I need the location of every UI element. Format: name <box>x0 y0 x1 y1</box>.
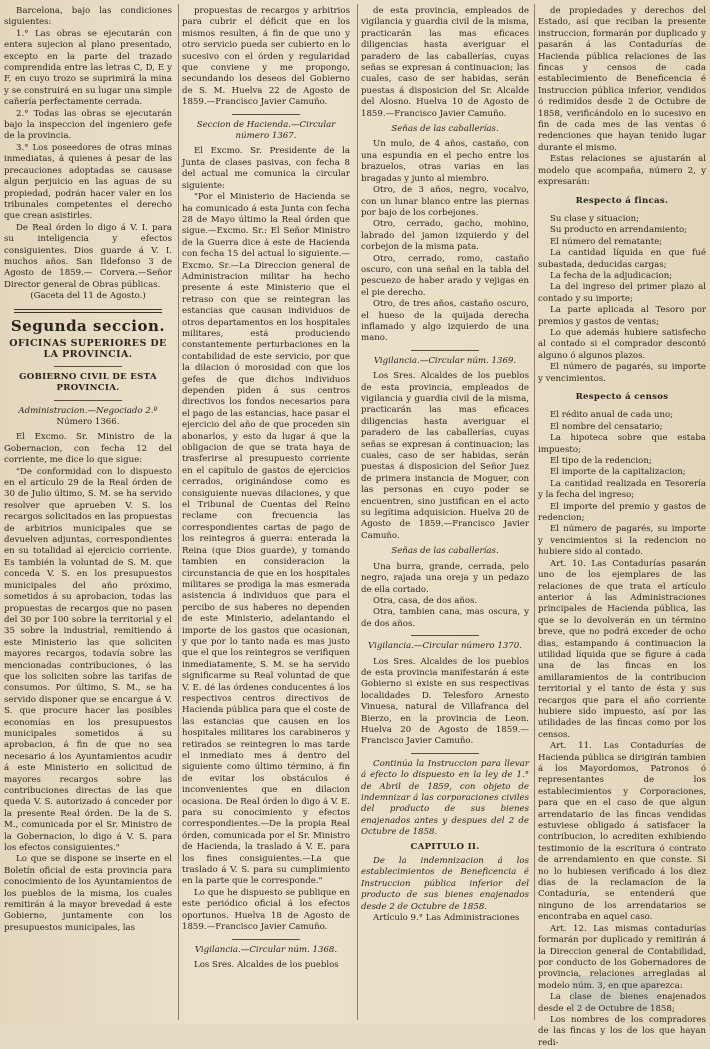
column-3 <box>361 6 529 1020</box>
capitulo-heading: CAPITULO II. <box>410 841 480 852</box>
fincas-heading: Respecto á fincas. <box>575 195 669 206</box>
paragraph: Artículo 9.° Las Administraciones <box>373 913 520 924</box>
paragraph: Otro, de tres años, castaño oscuro, el hueso de la quijada derecha inflamado y algo izquierdo de una mano. <box>361 299 529 344</box>
list-item: El número de pagarés, su importe y vencimientos si la redencion no hubiere sido al contado. <box>538 524 706 558</box>
column-rule <box>178 4 179 1020</box>
paragraph: Los Sres. Alcaldes de los pueblos <box>194 959 339 970</box>
indemnizacion-heading: De la indemnizacion á los establecimientos de Beneficencia é Instruccion pública inferior del producto de sus bienes enajenados desde 2 de Octubre de 1858. <box>361 856 529 912</box>
paragraph: Otra, tambien cana, mas oscura, y de dos años. <box>361 607 529 629</box>
list-item: El importe de la capitalizacion; <box>550 467 686 478</box>
divider <box>232 939 300 940</box>
paragraph: Los Sres. Alcaldes de los pueblos de esta provincia, empleados de vigilancia y guardia civil de la misma, practicarán las mas eficaces diligencias hasta averiguar el paradero de las caballerías, cuyas señas se expresan á continuacion; las cuales, caso de ser habidas, serán puestas á disposicion del Señor Juez de primera instancia de Moguer, con las personas en cuyo poder se encuentren, sino justifican en el acto su legítima adquisicion. Huelva 20 de Agosto de 1859.—Francisco Javier Camuño. <box>361 371 529 541</box>
instruccion-heading: Continúa la Instruccion para llevar á efecto lo dispuesto en la ley de 1.° de Abril de 1859, con objeto de indemnizar á las corporaciones civiles del producto de sus bienes enajenados antes y despues del 2 de Octubre de 1858. <box>361 758 529 838</box>
paragraph: Los Sres. Alcaldes de los pueblos de esta provincia manifestarán á este Gobierno si existe en sus respectivas localidades D. Telesforo Arnesto Vinuesa, natural de Villafranca del Bierzo, en la provincia de Leon. Huelva 20 de Agosto de 1859.—Francisco Javier Camuño. <box>361 656 529 747</box>
paragraph: 1.° Las obras se ejecutarán con entera sujecion al plano presentado, excepto en la parte del trazado comprendida entre las letras C, D, E y F, en cuyo trozo se suprimirá la mina y se construirá en su lugar una simple cañería perfectamente cerrada. <box>4 28 172 108</box>
gaceta-source: (Gaceta del 11 de Agosto.) <box>30 291 146 302</box>
paragraph: "Por el Ministerio de Hacienda se ha comunicado á esta Junta con fecha 28 de Mayo último la Real órden que sigue.—Excmo. Sr.: El Señor Ministro de la Guerra dice á este de Hacienda con fecha 15 del actual lo siguiente.—Excmo. Sr.—La Direccion general de Administracion militar ha hecho presente á este Ministerio que el retraso con que se reintegran las estancias que causan individuos de otros departamentos en los hospitales militares, está produciendo constantemente perturbaciones en la contabilidad de este servicio, por que la dilacion ó morosidad con que los gefes de que dichos individuos dependen piden á sus centros directivos los fondos necesarios para el pago de las estancias, hace pasar el ejercicio del año de que proceden sin abonarlos, y esto da lugar á que la obligacion de que se trata haya de trasferirse al presupuesto corriente en el capítulo de gastos de ejercicios cerrados, originándose como es consiguiente nuevas dilaciones, y que el Tribunal de Cuentas del Reino reclame con frecuencia las correspondientes cartas de pago de los reintegros á guerra: enterada la Reina (que Dios guarde), y tomando tambien en consideracion la circunstancia de que en los hospitales militares se prodiga la mas esmerada asistencia á individuos que para el percibo de sus haberes no dependen de este Ministerio, adelantando el importe de los gastos que ocasionan, y que por lo tanto nada es mas justo que el que los reintegros se verifiquen inmediatamente, S. M. se ha servido significarme su Real voluntad de que V. E. dé las órdenes conducentes á los respectivos centros directivos de Hacienda pública para que el coste de las estancias que causen en los hospitales militares los carabineros y retirados se reintegren lo mas tarde el inmediato mes á dentro del siguiente como último término, á fin de evitar los obstáculos é inconvenientes que en dilacion ocasiona. De Real órden lo digo á V. E. para su conocimiento y efectos correspondientes.—De la propia Real órden, comunicada por el Sr. Ministro de Hacienda, la traslado á V. E. para los fines consiguientes.—La que traslado á V. S. para su cumplimiento en la parte que le corresponde." <box>182 192 350 887</box>
divider <box>411 635 479 636</box>
column-2 <box>182 6 350 1020</box>
paragraph: La clase de bienes enajenados desde el 2 de Octubre de 1858; <box>538 992 706 1014</box>
paragraph: De Real órden lo digo á V. I. para su inteligencia y efectos consiguientes. Dios guarde á V. I. muchos años. San Ildefonso 3 de Agosto de 1859.— Corvera.—Señor Director general de Obras públicas. <box>4 222 172 290</box>
paragraph: Los nombres de los compradores de las fincas y los de los que hayan redi- <box>538 1014 706 1048</box>
section-divider <box>14 309 162 313</box>
paragraph: Otro, cerrado, romo, castaño oscuro, con una señal en la tabla del pescuezo de haber arado y vejigas en el pie derecho. <box>361 253 529 298</box>
offices-heading: OFICINAS SUPERIORES DE LA PROVINCIA. <box>9 337 167 361</box>
list-item: Su producto en arrendamiento; <box>550 225 688 236</box>
column-1 <box>4 6 172 1020</box>
divider <box>54 366 122 367</box>
list-item: La fecha de la adjudicacion; <box>550 270 673 281</box>
column-rule <box>534 4 535 1020</box>
list-item: Lo que además hubiere satisfecho al contado si el comprador descontó alguno ó algunos plazos. <box>538 327 706 361</box>
paragraph: de esta provincia, empleados de vigilancia y guardia civil de la misma, practicarán las mas eficaces diligencias hasta averiguar el paradero de las caballerías, cuyas señas se expresan á continuacion; las cuales, caso de ser habidas, serán puestas á disposicion del Sr. Alcalde del Alosno. Huelva 10 de Agosto de 1859.—Francisco Javier Camuño. <box>361 6 529 119</box>
list-item: La parte aplicada al Tesoro por premios y gastos de ventas; <box>538 305 706 327</box>
paragraph: Otro, de 3 años, negro, vocalvo, con un lunar blanco entre las piernas por bajo de los corbejones. <box>361 185 529 218</box>
vigilancia-heading: Vigilancia.—Circular núm. 1368. <box>194 944 338 955</box>
paragraph: 2.° Todas las obras se ejecutarán bajo la inspeccion del ingeniero gefe de la provincia. <box>4 108 172 142</box>
list-item: La cantidad realizada en Tesorería y la fecha del ingreso; <box>538 478 706 501</box>
negociado-heading: Administracion.—Negociado 2.º <box>18 405 158 416</box>
censos-heading: Respecto á censos <box>575 392 669 402</box>
senas-heading: Señas de las caballerías. <box>391 546 499 557</box>
senas-heading: Señas de las caballerías. <box>391 124 499 135</box>
paragraph: de propiedades y derechos del Estado, así que reciban la presente instruccion, formarán por duplicado y pasarán á las Contadurías de Hacienda pública relaciones de las fincas y censos de cada establecimiento de Beneficencia é Instruccion pública inferior, vendidos ó redimidos desde 2 de Octubre de 1858, verificándolo en lo sucesivo en fin de cada mes de las ventas ó redenciones que hayan tenido lugar durante el mismo. <box>538 6 706 153</box>
list-item: La hipoteca sobre que estaba impuesto; <box>538 433 706 455</box>
seccion-heading: Seccion de Hacienda.—Circular número 1367. <box>196 119 336 142</box>
paragraph: Barcelona, bajo las condiciones siguientes: <box>4 6 172 28</box>
paragraph: Lo que se dispone se inserte en el Boletín oficial de esta provincia para conocimiento de los Ayuntamientos de los pueblos de la misma, los cuales remitirán á la mayor brevedad á este Gobierno, juntamente con los presupuestos municipales, las <box>4 854 172 933</box>
paragraph: El Excmo. Sr. Ministro de la Gobernacion, con fecha 12 del corriente, me dice lo que sigue: <box>4 432 172 466</box>
divider <box>54 400 122 401</box>
divider <box>411 350 479 351</box>
paragraph: Lo que he dispuesto se publique en este periódico oficial á los efectos oportunos. Huelva 18 de Agosto de 1859.—Francisco Javier Camuño. <box>182 887 350 933</box>
paragraph: Una burra, grande, cerrada, pelo negro, rajada una oreja y un pedazo de ella cortado. <box>361 561 529 595</box>
divider <box>411 753 479 754</box>
list-item: El importe del premio y gastos de redencion; <box>538 501 706 524</box>
list-item: El tipo de la redencion; <box>550 456 652 467</box>
column-4 <box>538 6 706 1048</box>
paragraph: Un mulo, de 4 años, castaño, con una espundia en el pecho entre los brazuelos, otras varias en las bragadas y junto al miembro. <box>361 139 529 184</box>
paragraph: Art. 11. Las Contadurías de Hacienda pública se dirigirán tambien á los Mayordomos, Patronos ó representantes de los establecimientos y Corporaciones, para que en el caso de que algun arrendatario de las fincas vendidas estuviese obligado á satisfacer la contribucion, lo acrediten exhibiendo testimonio de la escritura ó contrato de arrendamiento en que conste. Si no lo hubiesen verificado á los diez dias de la reclamacion de la Contaduría, se entenderá que ninguno de los arrendatarios se encontraba en aquel caso. <box>538 741 706 923</box>
paragraph: 3.° Los poseedores de otras minas inmediatas, á quienes á pesar de las precauciones adoptadas se causase algun perjuicio en las aguas de su propiedad, podrán hacer valer en los tribunales competentes el derecho que crean asistirles. <box>4 142 172 222</box>
paragraph: Otra, casa, de dos años. <box>373 595 478 606</box>
list-item: El rédito anual de cada uno; <box>550 410 674 421</box>
list-item: Su clase y situacion; <box>550 213 640 224</box>
paragraph: Art. 12. Las mismas contadurías formarán por duplicado y remitirán á la Direccion general de Contabilidad, por conducto de los Gobernadores de provincia, relaciones arregladas al modelo núm. 3, en que aparezca: <box>538 923 706 991</box>
paragraph: propuestas de recargos y arbitrios para cubrir el déficit que en los mismos resulten, á fin de que uno y otro servicio pueda ser cubierto en lo sucesivo con el órden y regularidad que conviene y me propongo, secundando los deseos del Gobierno de S. M. Huelva 22 de Agosto de 1859.—Francisco Javier Camuño. <box>182 6 350 108</box>
library-watermark <box>570 976 660 1010</box>
vigilancia-heading: Vigilancia.—Circular núm. 1369. <box>373 355 517 366</box>
divider <box>232 114 300 115</box>
paragraph: Art. 10. Las Contadurías pasarán uno de los ejemplares de las relaciones de que trata el artículo anterior á las Administraciones principales de Hacienda pública, las que se lo devolverán en un término breve, que no podrá exceder de ocho dias, estampando á continuacion la utilidad líquida que se figure á cada una de las fincas en los amillaramientos de la contribucion territorial y el tanto de ésta y sus recargos que para el año corriente hubiere sido impuesto, así por las utilidades de las fincas como por los censos. <box>538 558 706 740</box>
list-item: La cantidad líquida en que fué subastada, deducidas cargas; <box>538 248 706 270</box>
gobierno-heading: GOBIERNO CIVIL DE ESTA PROVINCIA. <box>19 371 157 394</box>
paragraph: Otro, cerrado, gacho, mohino, labrado del jamon izquierdo y del corbejon de la misma pata. <box>361 219 529 253</box>
paragraph: El Excmo. Sr. Presidente de la Junta de clases pasivas, con fecha 8 del actual me comunica la circular siguiente: <box>182 146 350 191</box>
list-item: La del ingreso del primer plazo al contado y su importe; <box>538 282 706 304</box>
list-item: El número del rematante; <box>550 236 663 247</box>
section-title: Segunda seccion. <box>10 316 166 335</box>
paragraph: Estas relaciones se ajustarán al modelo que acompaña, número 2, y expresarán: <box>538 154 706 188</box>
paragraph: "De conformidad con lo dispuesto en el artículo 29 de la Real órden de 30 de Julio último, S. M. se ha servido resolver que aprueben V. S. los recargos solicitados en las propuestas de arbitrios municipales que se devuelven adjuntas, correspondientes en su totalidad al ejercicio corriente. Es también la voluntad de S. M. que conceda V. S. en los presupuestos municipales del año próximo, sometidos á su aprobacion, todas las propuestas de recargos que no pasen del 30 por 100 sobre la territorial y el 35 sobre la industrial, remitiendo á este Ministerio las que soliciten mayores recargos, todavía sobre las mencionadas contribuciones, ó las que los soliciten sobre las tarifas de consumos. Por último, S. M., se ha servido disponer que se encargue á V. S. que procure hacer las posibles economías en los presupuestos municipales sometidos á su aprobacion, á fin de que no sea necesario á los Ayuntamientos acudir á este Ministerio en solicitud de mayores recargos sobre las contribuciones directas de las que queda V. S. autorizado á conceder por la presente Real órden. De la de S. M., comunicada por el Sr. Ministro de la Gobernacion, lo digo á V. S. para los efectos consiguientes." <box>4 466 172 854</box>
vigilancia-heading: Vigilancia.—Circular número 1370. <box>368 641 522 652</box>
list-item: El número de pagarés, su importe y vencimientos. <box>538 362 706 384</box>
circular-number: Número 1366. <box>56 417 120 427</box>
column-rule <box>357 4 358 1020</box>
list-item: El nombre del censatario; <box>550 421 663 432</box>
